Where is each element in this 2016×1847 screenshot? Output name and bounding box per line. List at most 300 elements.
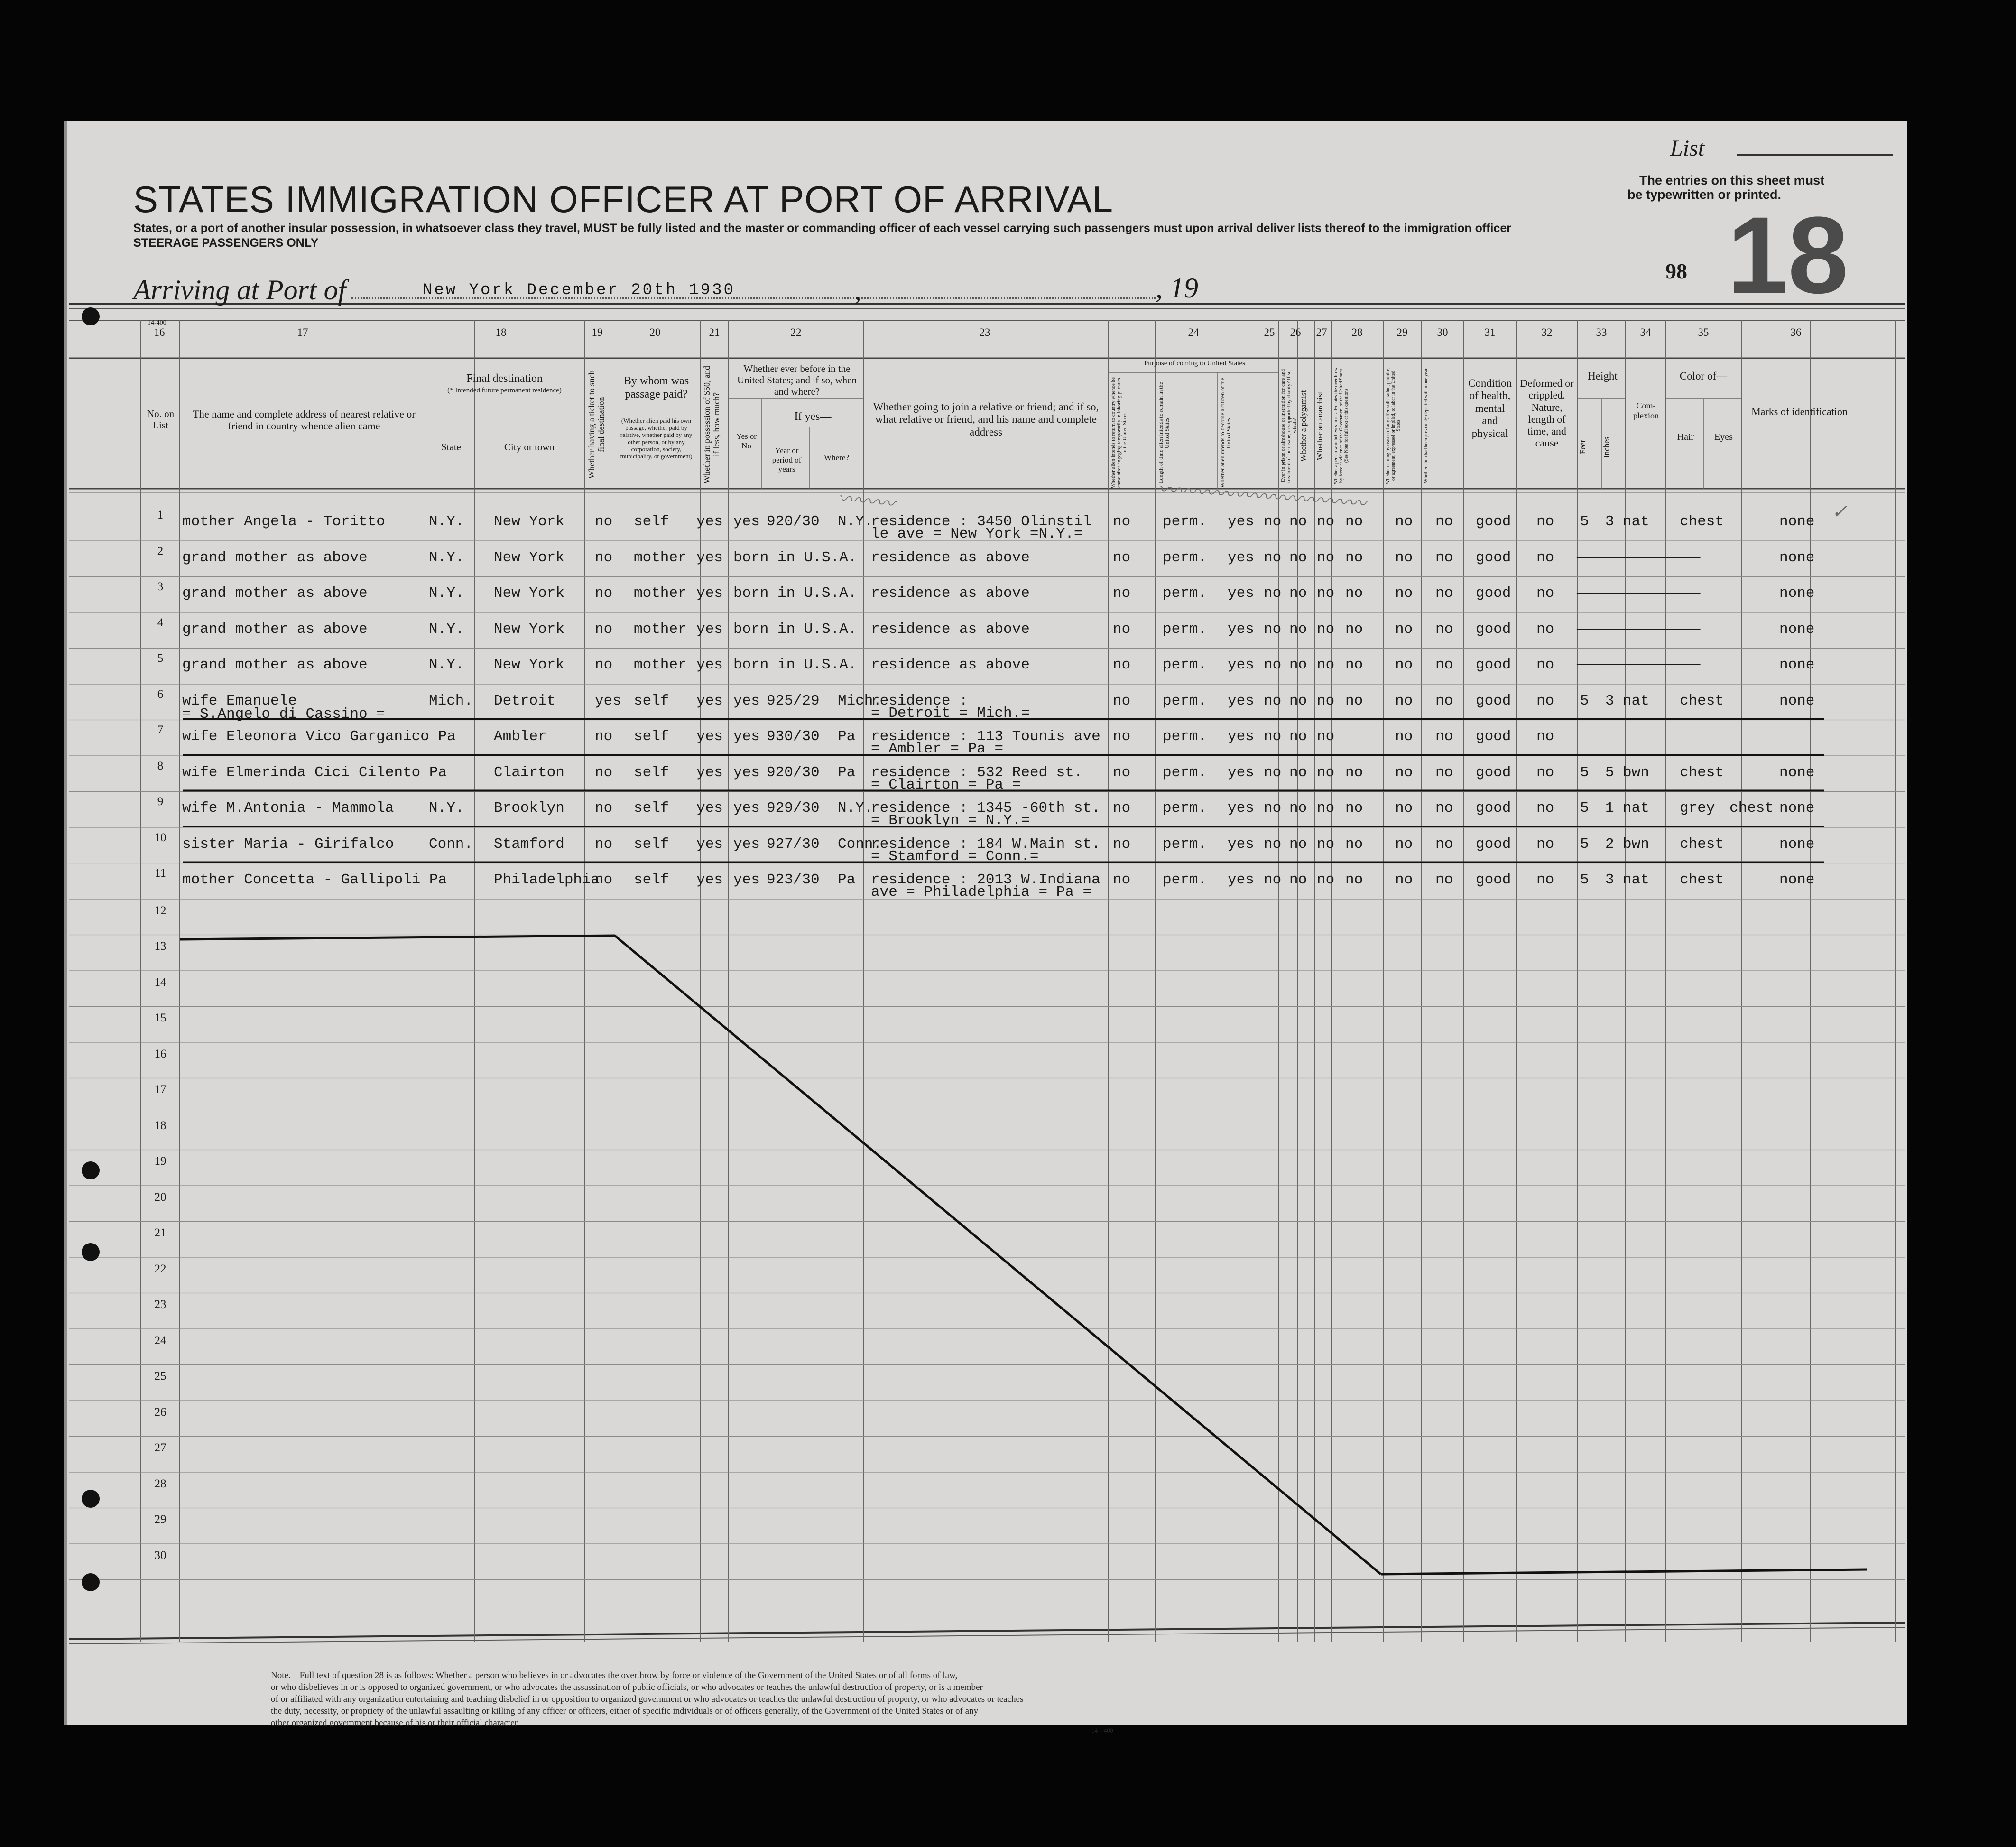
- cell-return: no: [1113, 728, 1131, 745]
- column-number-29: 29: [1396, 326, 1408, 338]
- cell-city: Ambler: [494, 728, 547, 745]
- cell-paid-by: mother: [634, 621, 687, 638]
- cell-ticket: no: [595, 728, 613, 745]
- cell-labor: no: [1395, 585, 1413, 602]
- row-number: 16: [154, 1047, 166, 1060]
- cell-years: 925/29: [767, 692, 820, 709]
- cell-relative-line2: = S.Angelo di Cassino =: [182, 705, 385, 723]
- header-purpose-citizen: Whether alien intends to become a citizen of the United States: [1219, 378, 1232, 488]
- cell-return: no: [1113, 513, 1131, 530]
- cell-citizen: yes: [1228, 764, 1254, 781]
- cell-before: yes: [733, 764, 760, 781]
- cell-money: yes: [696, 835, 723, 853]
- column-number-16: 16: [154, 326, 165, 338]
- cell-join-line2: = Ambler = Pa =: [871, 741, 1004, 757]
- row-number: 11: [154, 867, 166, 880]
- cell-length: perm.: [1163, 872, 1207, 888]
- cell-health: good: [1476, 549, 1511, 566]
- cell-state: N.Y.: [429, 621, 464, 638]
- header-color-of: Color of—: [1679, 370, 1728, 382]
- cell-citizen: yes: [1228, 585, 1254, 602]
- row-number: 23: [154, 1298, 166, 1311]
- cell-join: residence : 1345 -60th st.: [871, 800, 1100, 817]
- cell-state: N.Y.: [429, 657, 464, 673]
- cell-inches: 3: [1605, 513, 1614, 530]
- cell-length: perm.: [1163, 692, 1207, 709]
- header-no-on-list: No. on List: [147, 408, 175, 431]
- cell-polygamist: no: [1289, 800, 1307, 817]
- cell-ticket: no: [595, 621, 613, 638]
- header-passage-paid-sub: (Whether alien paid his own passage, whether paid by relative, whether paid by any other person, or by any corporation, society, municipality, or government): [620, 417, 693, 460]
- header-purpose-return: Whether alien intends to return to country whence he came after engaging temporarily in laboring pursuits in the United States: [1110, 377, 1128, 489]
- cell-before: born in U.S.A.: [733, 585, 857, 602]
- column-number-22: 22: [790, 326, 802, 338]
- header-marks: Marks of identification: [1751, 406, 1848, 418]
- cell-labor: no: [1395, 549, 1413, 566]
- cell-marks: none: [1779, 692, 1815, 709]
- list-label: List: [1670, 136, 1705, 161]
- cell-before: born in U.S.A.: [733, 621, 857, 638]
- row-number: 6: [157, 687, 164, 701]
- cell-city: New York: [494, 657, 564, 673]
- cell-deformed: no: [1536, 800, 1554, 817]
- cell-anarchist: no: [1317, 872, 1335, 888]
- header-where: Where?: [824, 453, 849, 462]
- column-number-32: 32: [1541, 326, 1553, 338]
- arriving-comma: ,: [854, 274, 861, 306]
- cell-relative: grand mother as above: [182, 657, 368, 673]
- cell-years: 920/30: [767, 764, 820, 781]
- row-number: 21: [154, 1226, 166, 1239]
- cell-prison: no: [1264, 800, 1282, 817]
- cell-state: N.Y.: [429, 585, 464, 602]
- footnote-code: 14—400: [1091, 1727, 1113, 1734]
- cell-feet: 5: [1580, 800, 1589, 817]
- cell-prison: no: [1264, 835, 1282, 853]
- cell-q28: no: [1345, 835, 1363, 853]
- cell-join: residence : 184 W.Main st.: [871, 835, 1100, 853]
- header-city: City or town: [504, 441, 555, 453]
- cell-state: N.Y.: [429, 549, 464, 566]
- cell-inches: 1: [1605, 800, 1614, 817]
- cell-join-line2: = Stamford = Conn.=: [871, 848, 1039, 865]
- cell-citizen: yes: [1228, 835, 1254, 853]
- cell-citizen: yes: [1228, 657, 1254, 673]
- cell-anarchist: no: [1317, 657, 1335, 673]
- cell-marks: none: [1779, 657, 1815, 673]
- cell-state: N.Y.: [429, 800, 464, 817]
- cell-deformed: no: [1536, 764, 1554, 781]
- closing-line-diagonal: [615, 936, 1381, 1574]
- cell-where: Pa: [838, 728, 856, 745]
- cell-join: residence as above: [871, 585, 1030, 602]
- row-number: 28: [154, 1477, 166, 1490]
- cell-ticket: no: [595, 513, 613, 530]
- blank-dash: ——————————————: [1577, 549, 1701, 566]
- cell-join: residence : 532 Reed st.: [871, 764, 1083, 781]
- header-inches: Inches: [1602, 436, 1611, 458]
- row-number: 17: [154, 1083, 166, 1096]
- cell-marks: none: [1779, 835, 1815, 853]
- cell-inches: 5: [1605, 764, 1614, 781]
- cell-hair: chest: [1680, 513, 1724, 530]
- cell-health: good: [1476, 657, 1511, 673]
- cell-prison: no: [1264, 549, 1282, 566]
- cell-q28: no: [1345, 800, 1363, 817]
- footnote-line3: of or affiliated with any organization entertaining and teaching disbelief in or opposition to organized government or who advocates or teaches the unlawful destruction of property, or who advocates or teaches: [271, 1694, 1024, 1704]
- cell-paid-by: self: [634, 835, 669, 853]
- header-final-destination-sub: (* Intended future permanent residence): [447, 387, 562, 394]
- cell-paid-by: self: [634, 513, 669, 530]
- cell-ticket: no: [595, 872, 613, 888]
- header-purpose-length: Length of time alien intends to remain in the United States: [1157, 382, 1171, 484]
- cell-hair: chest: [1680, 835, 1724, 853]
- cell-anarchist: no: [1317, 728, 1335, 745]
- cell-return: no: [1113, 764, 1131, 781]
- row-number: 13: [154, 940, 166, 953]
- cell-q28: no: [1345, 621, 1363, 638]
- cell-anarchist: no: [1317, 692, 1335, 709]
- header-health: Condition of health, mental and physical: [1468, 377, 1512, 439]
- cell-length: perm.: [1163, 549, 1207, 566]
- cell-length: perm.: [1163, 621, 1207, 638]
- cell-ticket: no: [595, 657, 613, 673]
- cell-labor: no: [1395, 621, 1413, 638]
- cell-complexion: bwn: [1623, 835, 1649, 853]
- row-number: 14: [154, 975, 166, 989]
- cell-citizen: yes: [1228, 800, 1254, 817]
- cell-city: Brooklyn: [494, 800, 564, 817]
- footnote-line5: other organized government because of his or their official character.: [271, 1718, 519, 1728]
- row-number: 10: [154, 831, 166, 844]
- cell-ticket: yes: [595, 692, 621, 709]
- cell-deported: no: [1435, 585, 1453, 602]
- cell-polygamist: no: [1289, 835, 1307, 853]
- cell-before: yes: [733, 692, 760, 709]
- cell-labor: no: [1395, 728, 1413, 745]
- punch-hole: [82, 1490, 100, 1508]
- cell-prison: no: [1264, 657, 1282, 673]
- row-number: 15: [154, 1012, 166, 1024]
- cell-relative: wife M.Antonia - Mammola: [182, 800, 394, 817]
- cell-relative: grand mother as above: [182, 549, 368, 566]
- header-join-relative: Whether going to join a relative or friend; and if so, what relative or friend, and his name and complete address: [873, 401, 1099, 438]
- header-deformed: Deformed or crippled. Nature, length of time, and cause: [1520, 377, 1574, 449]
- punch-hole: [82, 1573, 100, 1591]
- column-number-36: 36: [1790, 326, 1802, 338]
- cell-join: residence as above: [871, 549, 1030, 566]
- column-number-17: 17: [297, 326, 308, 338]
- cell-join: residence : 3450 Olinstil: [871, 513, 1092, 530]
- table-grid: [67, 121, 1907, 1725]
- cell-paid-by: self: [634, 800, 669, 817]
- cell-years: 929/30: [767, 800, 820, 817]
- cell-length: perm.: [1163, 585, 1207, 602]
- cell-deformed: no: [1536, 728, 1554, 745]
- row-number: 20: [154, 1190, 166, 1204]
- cell-prison: no: [1264, 585, 1282, 602]
- cell-city: New York: [494, 585, 564, 602]
- cell-join: residence as above: [871, 657, 1030, 673]
- cell-marks: none: [1779, 513, 1815, 530]
- cell-length: perm.: [1163, 800, 1207, 817]
- header-ever-before: Whether ever before in the United States; and if so, when and where?: [737, 363, 857, 398]
- column-number-26: 26: [1290, 326, 1301, 338]
- cell-paid-by: self: [634, 764, 669, 781]
- cell-prison: no: [1264, 728, 1282, 745]
- cell-where: Conn.: [838, 835, 882, 853]
- cell-relative: sister Maria - Girifalco: [182, 835, 394, 853]
- cell-city: Clairton: [494, 764, 564, 781]
- date-underline: [859, 297, 1156, 299]
- cell-join-line2: le ave = New York =N.Y.=: [871, 526, 1083, 542]
- column-number-34: 34: [1640, 326, 1651, 338]
- cell-complexion: bwn: [1623, 764, 1649, 781]
- cell-join-line2: ave = Philadelphia = Pa =: [871, 884, 1092, 900]
- header-polygamist: Whether a polygamist: [1299, 390, 1308, 462]
- column-number-30: 30: [1437, 326, 1448, 338]
- cell-years: 920/30: [767, 513, 820, 530]
- cell-where: N.Y.: [838, 800, 873, 817]
- row-number: 27: [154, 1441, 166, 1454]
- cell-join-line2: = Clairton = Pa =: [871, 776, 1021, 793]
- arriving-label: Arriving at Port of: [133, 274, 346, 306]
- handwritten-annotation: 〰〰〰: [836, 487, 896, 515]
- cell-citizen: yes: [1228, 621, 1254, 638]
- cell-anarchist: no: [1317, 764, 1335, 781]
- cell-health: good: [1476, 835, 1511, 853]
- cell-complexion: nat: [1623, 872, 1649, 888]
- year-label: , 19: [1156, 272, 1198, 304]
- cell-ticket: no: [595, 835, 613, 853]
- cell-health: good: [1476, 800, 1511, 817]
- cell-inches: 3: [1605, 692, 1614, 709]
- cell-labor: no: [1395, 513, 1413, 530]
- header-feet: Feet: [1578, 440, 1587, 455]
- cell-health: good: [1476, 585, 1511, 602]
- entries-note-line1: The entries on this sheet must: [1639, 173, 1825, 187]
- header-passage-paid: By whom was passage paid?: [623, 375, 689, 400]
- cell-marks: none: [1779, 621, 1815, 638]
- cell-return: no: [1113, 585, 1131, 602]
- cell-relative: grand mother as above: [182, 585, 368, 602]
- cell-deformed: no: [1536, 621, 1554, 638]
- cell-paid-by: self: [634, 728, 669, 745]
- header-possession-50: Whether in possession of $50, and if less, how much?: [702, 366, 721, 483]
- cell-money: yes: [696, 728, 723, 745]
- cell-labor: no: [1395, 657, 1413, 673]
- row-number: 19: [154, 1155, 166, 1168]
- column-number-20: 20: [649, 326, 661, 338]
- column-number-35: 35: [1698, 326, 1709, 338]
- cell-deported: no: [1435, 549, 1453, 566]
- cell-money: yes: [696, 692, 723, 709]
- cell-prison: no: [1264, 621, 1282, 638]
- cell-paid-by: mother: [634, 585, 687, 602]
- cell-relative: mother Angela - Toritto: [182, 513, 385, 530]
- row-number: 4: [157, 616, 164, 629]
- row-number: 22: [154, 1262, 166, 1275]
- cell-deported: no: [1435, 621, 1453, 638]
- cell-marks: none: [1779, 549, 1815, 566]
- header-anarchist: Whether an anarchist: [1315, 391, 1324, 460]
- cell-ticket: no: [595, 585, 613, 602]
- cell-deformed: no: [1536, 872, 1554, 888]
- column-number-25: 25: [1264, 326, 1275, 338]
- arriving-value: New York December 20th 1930: [423, 281, 735, 299]
- column-number-18: 18: [495, 326, 507, 338]
- header-yes-no: Yes or No: [736, 432, 757, 450]
- cell-q28: no: [1345, 764, 1363, 781]
- cell-return: no: [1113, 657, 1131, 673]
- cell-hair: grey: [1680, 800, 1715, 817]
- cell-years: 930/30: [767, 728, 820, 745]
- cell-feet: 5: [1580, 764, 1589, 781]
- cell-money: yes: [696, 872, 723, 888]
- cell-marks: none: [1779, 872, 1815, 888]
- cell-inches: 3: [1605, 872, 1614, 888]
- cell-health: good: [1476, 728, 1511, 745]
- column-number-31: 31: [1484, 326, 1496, 338]
- cell-where: Mich.: [838, 692, 882, 709]
- cell-join: residence : 113 Tounis ave: [871, 728, 1100, 745]
- closing-line-bottom: [1381, 1569, 1867, 1574]
- punch-hole: [82, 1243, 100, 1261]
- cell-citizen: yes: [1228, 692, 1254, 709]
- header-if-yes: If yes—: [794, 410, 832, 423]
- cell-prison: no: [1264, 872, 1282, 888]
- cell-health: good: [1476, 513, 1511, 530]
- punch-hole: [82, 1161, 100, 1179]
- cell-prison: no: [1264, 513, 1282, 530]
- cell-feet: 5: [1580, 835, 1589, 853]
- cell-deported: no: [1435, 513, 1453, 530]
- table-bottom-rule: [69, 1623, 1905, 1639]
- header-prison: Ever in prison or almshouse or institution for care and treatment of the insane, or supported by charity? If so, which?: [1280, 369, 1298, 483]
- page-title: STATES IMMIGRATION OFFICER AT PORT OF ARRIVAL: [133, 178, 1114, 220]
- blank-dash: ——————————————: [1577, 621, 1701, 638]
- cell-return: no: [1113, 549, 1131, 566]
- cell-money: yes: [696, 800, 723, 817]
- cell-before: born in U.S.A.: [733, 657, 857, 673]
- column-number-27: 27: [1316, 326, 1327, 338]
- table-bottom-rule-2: [69, 1627, 1905, 1644]
- cell-deformed: no: [1536, 549, 1554, 566]
- cell-q28: no: [1345, 513, 1363, 530]
- cell-polygamist: no: [1289, 657, 1307, 673]
- cell-anarchist: no: [1317, 621, 1335, 638]
- cell-anarchist: no: [1317, 585, 1335, 602]
- manifest-sheet: [64, 121, 1907, 1734]
- cell-paid-by: self: [634, 692, 669, 709]
- header-final-destination: Final destination: [466, 372, 543, 385]
- cell-health: good: [1476, 621, 1511, 638]
- cell-ticket: no: [595, 549, 613, 566]
- cell-labor: no: [1395, 800, 1413, 817]
- cell-complexion: nat: [1623, 692, 1649, 709]
- cell-money: yes: [696, 621, 723, 638]
- row-number: 2: [157, 544, 164, 557]
- cell-length: perm.: [1163, 835, 1207, 853]
- cell-deported: no: [1435, 800, 1453, 817]
- cell-relative: wife Eleonora Vico Garganico Pa: [182, 728, 456, 745]
- cell-deformed: no: [1536, 513, 1554, 530]
- cell-paid-by: mother: [634, 549, 687, 566]
- row-number: 26: [154, 1405, 166, 1419]
- footnote-line1: Note.—Full text of question 28 is as follows: Whether a person who believes in or advocates the overthrow by force or violence of the Government of the United States or of all forms of law,: [271, 1671, 958, 1680]
- cell-money: yes: [696, 764, 723, 781]
- cell-join: residence as above: [871, 621, 1030, 638]
- cell-marks: none: [1779, 764, 1815, 781]
- cell-labor: no: [1395, 872, 1413, 888]
- cell-q28: no: [1345, 585, 1363, 602]
- cell-marks: none: [1779, 585, 1815, 602]
- cell-anarchist: no: [1317, 835, 1335, 853]
- cell-money: yes: [696, 513, 723, 530]
- cell-deported: no: [1435, 872, 1453, 888]
- header-year-period: Year or period of years: [772, 446, 802, 474]
- cell-money: yes: [696, 657, 723, 673]
- entries-note-line2: be typewritten or printed.: [1628, 187, 1782, 202]
- cell-return: no: [1113, 835, 1131, 853]
- blank-dash: ——————————————: [1577, 585, 1701, 602]
- cell-before: yes: [733, 872, 760, 888]
- cell-marks: none: [1779, 800, 1815, 817]
- cell-citizen: yes: [1228, 872, 1254, 888]
- header-height: Height: [1588, 370, 1618, 382]
- cell-feet: 5: [1580, 513, 1589, 530]
- header-state: State: [441, 441, 461, 453]
- cell-before: yes: [733, 513, 760, 530]
- cell-money: yes: [696, 585, 723, 602]
- cell-health: good: [1476, 872, 1511, 888]
- cell-hair: chest: [1680, 872, 1724, 888]
- header-purpose: Purpose of coming to United States: [1144, 360, 1245, 367]
- column-number-28: 28: [1351, 326, 1363, 338]
- cell-polygamist: no: [1289, 585, 1307, 602]
- cell-deported: no: [1435, 835, 1453, 853]
- column-number-33: 33: [1596, 326, 1607, 338]
- cell-prison: no: [1264, 692, 1282, 709]
- row-number: 5: [157, 652, 164, 665]
- row-number: 18: [154, 1119, 166, 1132]
- cell-return: no: [1113, 621, 1131, 638]
- header-complexion: Com-plexion: [1633, 401, 1659, 420]
- row-number: 29: [154, 1513, 166, 1526]
- row-number: 30: [154, 1549, 166, 1562]
- cell-polygamist: no: [1289, 692, 1307, 709]
- cell-state: Mich.: [429, 692, 473, 709]
- handwritten-annotation-2: 〰〰〰〰〰〰〰〰〰〰〰: [1157, 478, 1367, 515]
- cell-state: N.Y.: [429, 513, 464, 530]
- cell-ticket: no: [595, 764, 613, 781]
- cell-before: yes: [733, 800, 760, 817]
- blank-dash: ——————————————: [1577, 657, 1701, 673]
- cell-city: New York: [494, 621, 564, 638]
- sheet-small-number: 98: [1665, 259, 1687, 283]
- cell-complexion: nat: [1623, 800, 1649, 817]
- cell-paid-by: self: [634, 872, 669, 888]
- cell-city: Philadelphia: [494, 872, 600, 888]
- cell-length: perm.: [1163, 513, 1207, 530]
- cell-where: N.Y.: [838, 513, 873, 530]
- cell-deported: no: [1435, 728, 1453, 745]
- cell-polygamist: no: [1289, 728, 1307, 745]
- cell-city: New York: [494, 513, 564, 530]
- cell-join: residence : 2013 W.Indiana: [871, 872, 1100, 888]
- cell-join-line2: = Brooklyn = N.Y.=: [871, 812, 1030, 829]
- cell-q28: no: [1345, 692, 1363, 709]
